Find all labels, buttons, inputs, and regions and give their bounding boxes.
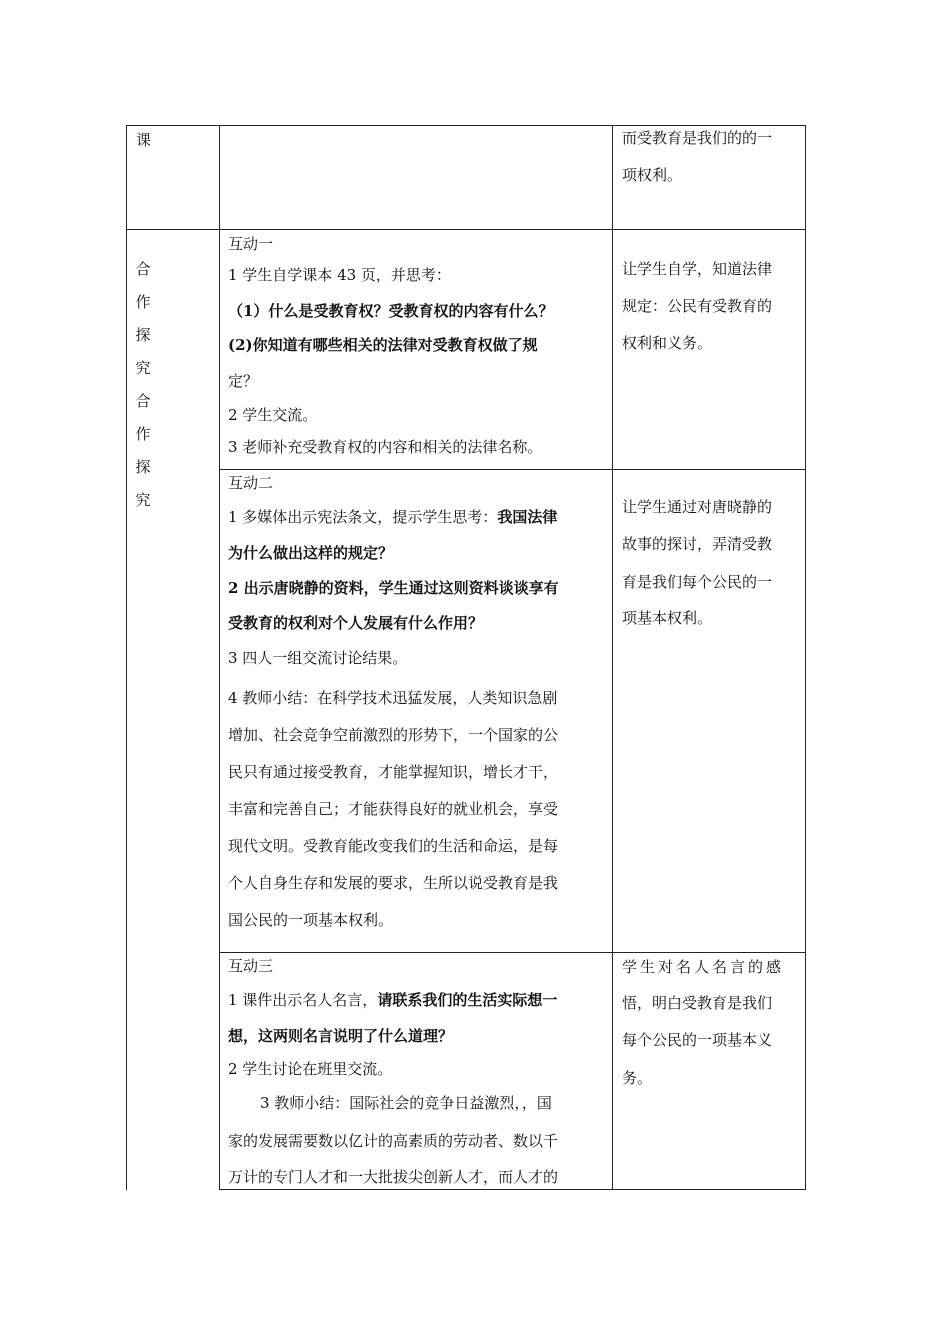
section-label-char: 探 — [135, 326, 151, 344]
interaction-2-summary-line: 丰富和完善自己；才能获得良好的就业机会，享受 — [228, 800, 559, 818]
interaction-1-intent-line: 让学生自学，知道法律 — [622, 260, 773, 278]
interaction-1-question-2-cont: 定？ — [228, 372, 259, 390]
interaction-3-step-1 — [228, 990, 557, 1010]
interaction-1-intent-line: 规定：公民有受教育的 — [622, 297, 773, 315]
table-border-top — [126, 125, 806, 126]
interaction-2-step-3: 3 四人一组交流讨论结果。 — [228, 649, 408, 667]
table-border-right — [805, 125, 806, 1190]
interaction-3-step-1-question: 请联系我们的生活实际想一 — [377, 991, 558, 1009]
interaction-1-step-1: 1 学生自学课本 43 页，并思考： — [228, 266, 451, 284]
interaction-3-title: 互动三 — [228, 957, 274, 975]
interaction-1-intent-line: 权利和义务。 — [622, 334, 713, 352]
interaction-2-intent-line: 项基本权利。 — [622, 609, 713, 627]
interaction-2-summary-line: 4 教师小结：在科学技术迅猛发展，人类知识急剧 — [228, 689, 558, 707]
interaction-2-intent-line: 育是我们每个公民的一 — [622, 573, 773, 591]
interaction-2-step-1 — [228, 507, 557, 527]
interaction-2-summary-line: 个人自身生存和发展的要求，生所以说受教育是我 — [228, 874, 559, 892]
interaction-3-intent-line: 悟，明白受教育是我们 — [622, 994, 773, 1012]
table-row-divider-4 — [219, 1189, 806, 1190]
section-label-char: 究 — [135, 359, 151, 377]
interaction-2-step-1-text: 1 多媒体出示宪法条文，提示学生思考： — [228, 508, 498, 526]
interaction-2-step-1-question: 我国法律 — [497, 508, 558, 526]
interaction-1-question-1: （1）什么是受教育权？受教育权的内容有什么？ — [228, 302, 554, 320]
section-label-char: 探 — [135, 458, 151, 476]
interaction-2-step-1-question-cont: 为什么做出这样的规定？ — [228, 544, 394, 562]
section-label-char: 合 — [135, 392, 151, 410]
interaction-1-title: 互动一 — [228, 235, 274, 253]
interaction-2-summary-line: 民只有通过接受教育，才能掌握知识，增长才干， — [228, 763, 559, 781]
table-border-left — [126, 125, 127, 1190]
interaction-3-step-1-text: 1 课件出示名人名言， — [228, 991, 378, 1009]
row-top-col1-text: 课 — [136, 131, 152, 149]
interaction-3-step-1-question-cont: 想，这两则名言说明了什么道理？ — [228, 1027, 454, 1045]
row-top-intent-line: 而受教育是我们的的一 — [622, 129, 773, 147]
interaction-1-step-2: 2 学生交流。 — [228, 406, 318, 424]
interaction-1-step-3: 3 老师补充受教育权的内容和相关的法律名称。 — [228, 438, 543, 456]
interaction-1-question-2: (2)你知道有哪些相关的法律对受教育权做了规 — [228, 336, 538, 354]
interaction-2-step-2: 2 出示唐晓静的资料，学生通过这则资料谈谈享有 — [228, 579, 559, 597]
interaction-2-summary-line: 增加、社会竞争空前激烈的形势下，一个国家的公 — [228, 726, 559, 744]
section-label-char: 合 — [135, 260, 151, 278]
table-border-col3 — [612, 125, 613, 1190]
section-label-char: 作 — [135, 425, 151, 443]
interaction-3-intent-line: 每个公民的一项基本义 — [622, 1031, 773, 1049]
interaction-2-intent-line: 让学生通过对唐晓静的 — [622, 498, 773, 516]
interaction-2-step-2-cont: 受教育的权利对个人发展有什么作用？ — [228, 614, 484, 632]
interaction-3-intent-line: 学生对名人名言的感 — [622, 958, 785, 976]
interaction-2-intent-line: 故事的探讨，弄清受教 — [622, 535, 773, 553]
table-row-divider-3 — [219, 952, 806, 953]
interaction-2-summary-line: 国公民的一项基本权利。 — [228, 911, 394, 929]
table-row-divider-2 — [219, 469, 806, 470]
interaction-2-title: 互动二 — [228, 474, 274, 492]
interaction-3-summary-line: 万计的专门人才和一大批拔尖创新人才，而人才的 — [228, 1168, 559, 1186]
interaction-3-step-2: 2 学生讨论在班里交流。 — [228, 1060, 393, 1078]
interaction-3-summary-line: 家的发展需要数以亿计的高素质的劳动者、数以千 — [228, 1132, 559, 1150]
table-row-divider-1 — [126, 229, 806, 230]
interaction-3-summary-line: 3 教师小结：国际社会的竞争日益激烈，，国 — [260, 1094, 552, 1112]
interaction-2-summary-line: 现代文明。受教育能改变我们的生活和命运，是每 — [228, 837, 559, 855]
row-top-intent-line: 项权利。 — [622, 166, 683, 184]
section-label-char: 究 — [135, 491, 151, 509]
interaction-3-intent-line: 务。 — [622, 1069, 653, 1087]
table-border-col2 — [219, 125, 220, 1190]
section-label-char: 作 — [135, 293, 151, 311]
